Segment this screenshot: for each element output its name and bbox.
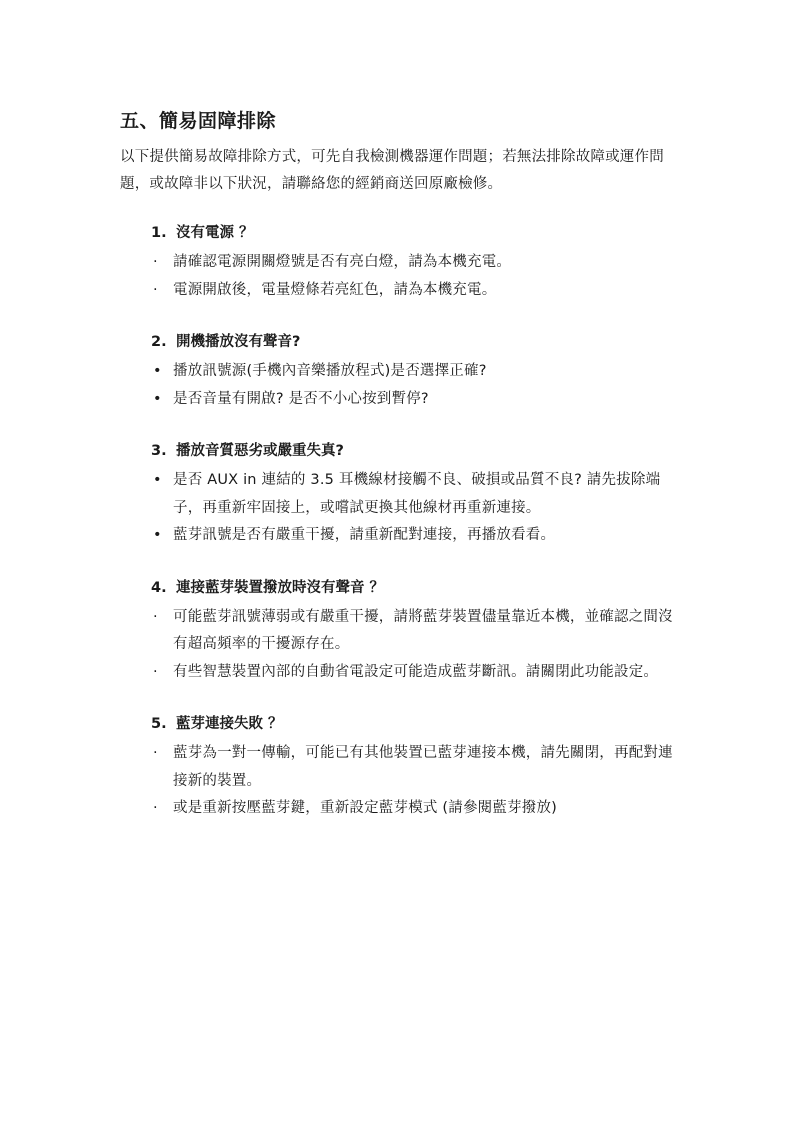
section-heading: [151, 438, 673, 464]
list-item: [151, 467, 673, 522]
bullet-icon: •: [153, 363, 162, 379]
bullet-icon: ·: [153, 745, 158, 761]
section-number: 5.: [151, 716, 167, 732]
list-item-text: 是否 AUX in 連結的 3.5 耳機線材接觸不良、破損或品質不良? 請先拔除端子，再重新牢固接上，或嚐試更換其他線材再重新連接。: [173, 472, 661, 516]
bullet-icon: ·: [153, 608, 158, 625]
list-item: [151, 277, 673, 305]
section-title: 連接藍芽裝置撥放時沒有聲音 ？: [176, 579, 385, 596]
list-item: [151, 358, 673, 386]
bullet-icon: •: [153, 472, 162, 488]
section-heading: [151, 711, 673, 737]
section-title: 開機播放沒有聲音?: [176, 334, 301, 350]
section-item-list: [151, 358, 673, 413]
list-item: [151, 386, 673, 414]
list-item: [151, 795, 673, 823]
list-item-text: 藍芽訊號是否有嚴重干擾，請重新配對連接，再播放看看。: [173, 527, 556, 543]
list-item-text: 藍芽為一對一傳輸，可能已有其他裝置已藍芽連接本機，請先關閉，再配對連接新的裝置。: [173, 745, 673, 789]
list-item: [151, 659, 673, 687]
bullet-icon: ·: [153, 254, 158, 270]
list-item-text: 電源開啟後，電量燈條若亮紅色，請為本機充電。: [173, 281, 497, 298]
section-number: 2.: [151, 334, 167, 350]
list-item-text: 播放訊號源(手機內音樂播放程式)是否選擇正確?: [173, 363, 487, 379]
section-number: 4.: [151, 579, 167, 596]
bullet-icon: ·: [153, 281, 158, 298]
list-item: [151, 604, 673, 659]
troubleshoot-section-no-sound: [151, 329, 673, 413]
troubleshoot-section-bluetooth-no-sound: [151, 575, 673, 687]
troubleshoot-section-power: [151, 220, 673, 304]
page-title: 五、簡易固障排除: [120, 110, 277, 132]
section-item-list: [151, 604, 673, 687]
section-item-list: [151, 740, 673, 823]
section-title: 藍芽連接失敗 ？: [176, 716, 283, 732]
section-heading: [151, 220, 673, 246]
intro-paragraph: 以下提供簡易故障排除方式，可先自我檢測機器運作問題；若無法排除故障或運作問題，或故障非以下狀況，請聯絡您的經銷商送回原廠檢修。: [120, 149, 664, 192]
section-number: 3.: [151, 443, 167, 459]
bullet-icon: •: [153, 390, 162, 407]
section-title: 沒有電源 ？: [176, 225, 254, 241]
list-item: [151, 740, 673, 795]
list-item-text: 或是重新按壓藍芽鍵，重新設定藍芽模式 (請參閱藍芽撥放): [173, 800, 558, 816]
list-item-text: 是否音量有開啟? 是否不小心按到暫停?: [173, 390, 429, 407]
list-item-text: 有些智慧裝置內部的自動省電設定可能造成藍芽斷訊。請關閉此功能設定。: [173, 663, 659, 680]
section-heading: [151, 329, 673, 355]
bullet-icon: ·: [153, 800, 158, 816]
bullet-icon: ·: [153, 663, 158, 680]
section-item-list: [151, 249, 673, 304]
section-number: 1.: [151, 225, 167, 241]
section-heading: [151, 575, 673, 601]
troubleshoot-section-bluetooth-fail: [151, 711, 673, 823]
troubleshoot-section-poor-quality: [151, 438, 673, 550]
section-item-list: [151, 467, 673, 550]
section-title: 播放音質惡劣或嚴重失真?: [176, 443, 344, 459]
list-item: [151, 249, 673, 277]
list-item: [151, 522, 673, 550]
list-item-text: 請確認電源開關燈號是否有亮白燈，請為本機充電。: [173, 254, 512, 270]
bullet-icon: •: [153, 527, 162, 543]
list-item-text: 可能藍芽訊號薄弱或有嚴重干擾，請將藍芽裝置儘量靠近本機，並確認之間沒有超高頻率的干擾源存在。: [173, 608, 673, 652]
